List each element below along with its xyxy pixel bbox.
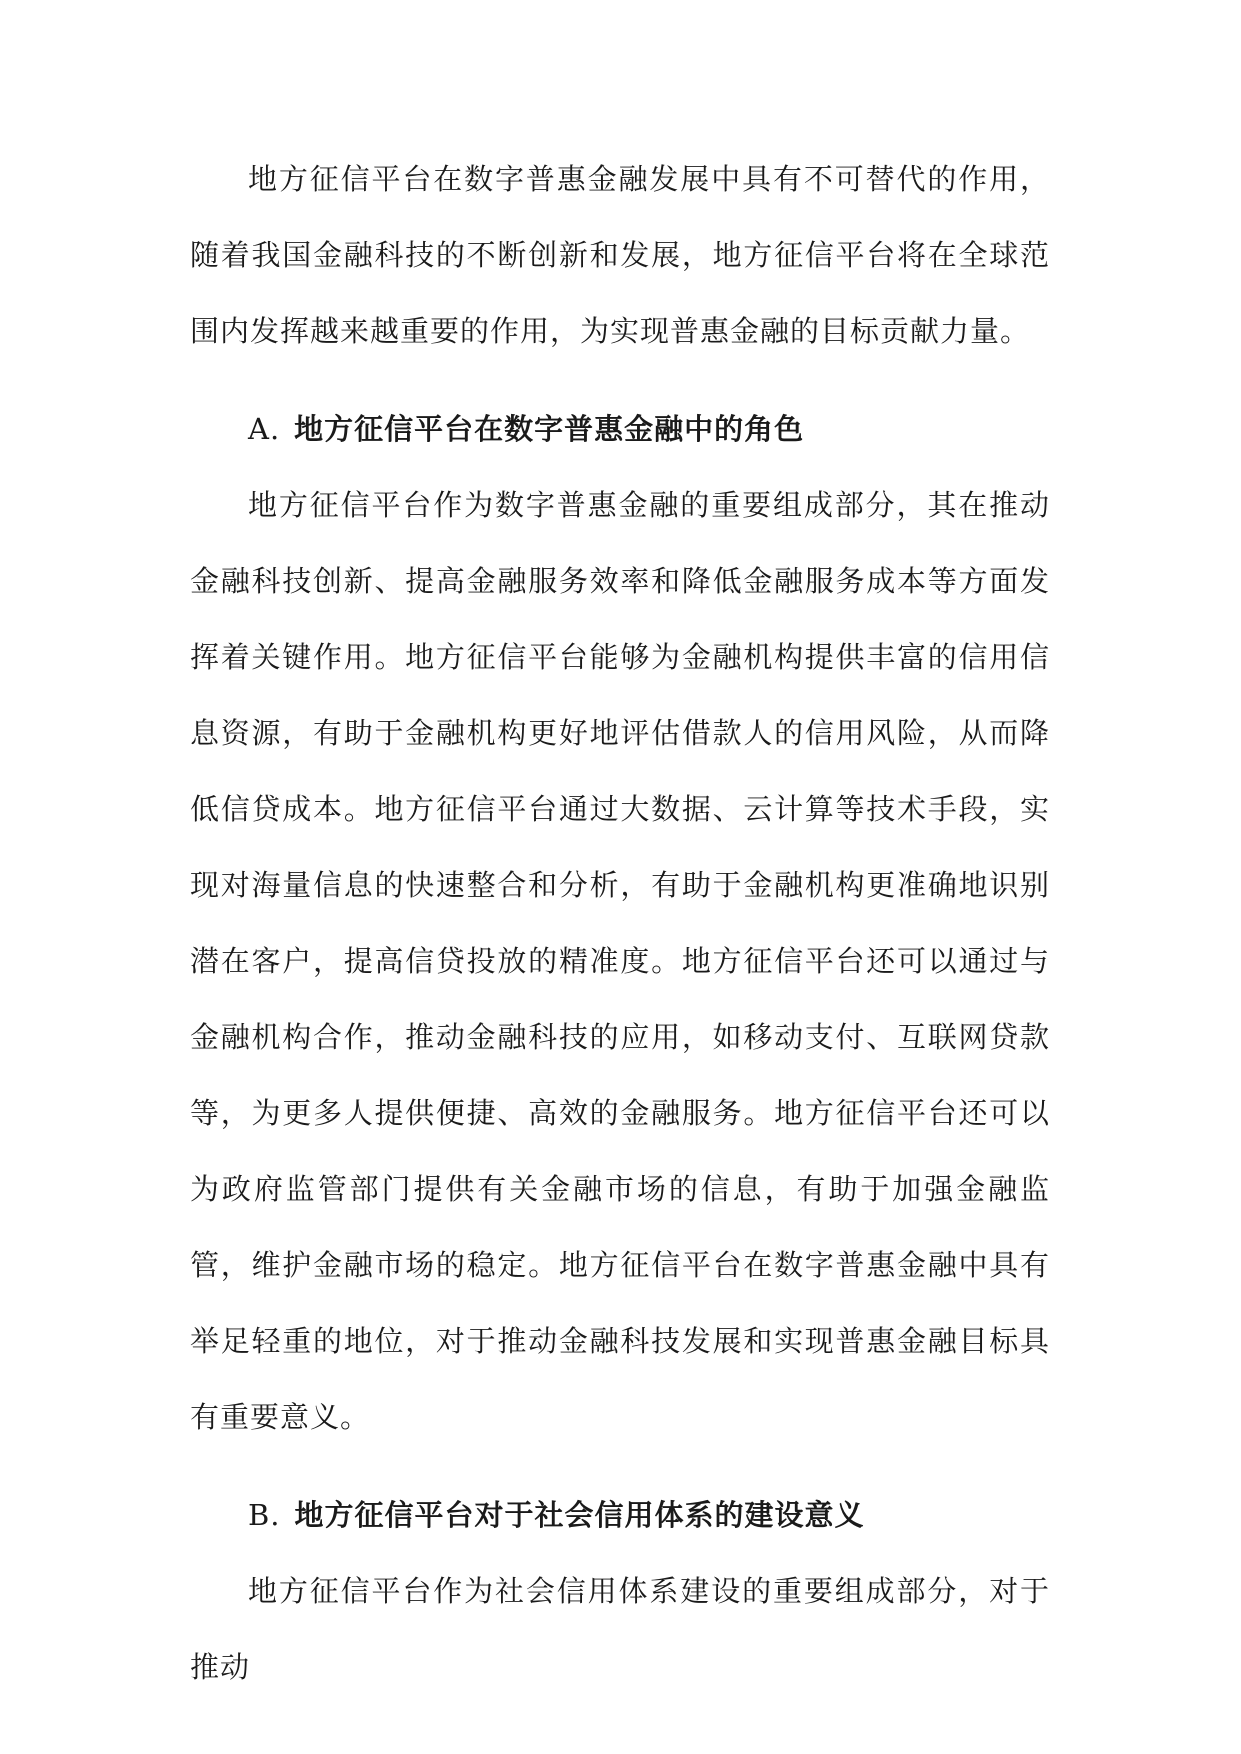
intro-paragraph: 地方征信平台在数字普惠金融发展中具有不可替代的作用，随着我国金融科技的不断创新和发展，地方征信平台将在全球范围内发挥越来越重要的作用，为实现普惠金融的目标贡献力量。 (190, 162, 1050, 348)
section-b-label: B. (248, 1498, 281, 1532)
section-b-title: 地方征信平台对于社会信用体系的建设意义 (294, 1498, 865, 1532)
section-b-heading (190, 1477, 1050, 1553)
paragraph-gap (190, 1455, 1050, 1477)
section-a-heading (190, 391, 1050, 467)
section-a-paragraph: 地方征信平台作为数字普惠金融的重要组成部分，其在推动金融科技创新、提高金融服务效率和降低金融服务成本等方面发挥着关键作用。地方征信平台能够为金融机构提供丰富的信用信息资源，有助于金融机构更好地评估借款人的信用风险，从而降低信贷成本。地方征信平台通过大数据、云计算等技术手段，实现对海量信息的快速整合和分析，有助于金融机构更准确地识别潜在客户，提高信贷投放的精准度。地方征信平台还可以通过与金融机构合作，推动金融科技的应用，如移动支付、互联网贷款等，为更多人提供便捷、高效的金融服务。地方征信平台还可以为政府监管部门提供有关金融市场的信息，有助于加强金融监管，维护金融市场的稳定。地方征信平台在数字普惠金融中具有举足轻重的地位，对于推动金融科技发展和实现普惠金融目标具有重要意义。 (190, 488, 1050, 1434)
section-a-label: A. (248, 412, 281, 446)
section-b-paragraph: 地方征信平台作为社会信用体系建设的重要组成部分，对于推动 (190, 1574, 1050, 1684)
section-a-title: 地方征信平台在数字普惠金融中的角色 (294, 412, 805, 446)
document-body (190, 141, 1050, 1705)
paragraph-gap (190, 369, 1050, 391)
